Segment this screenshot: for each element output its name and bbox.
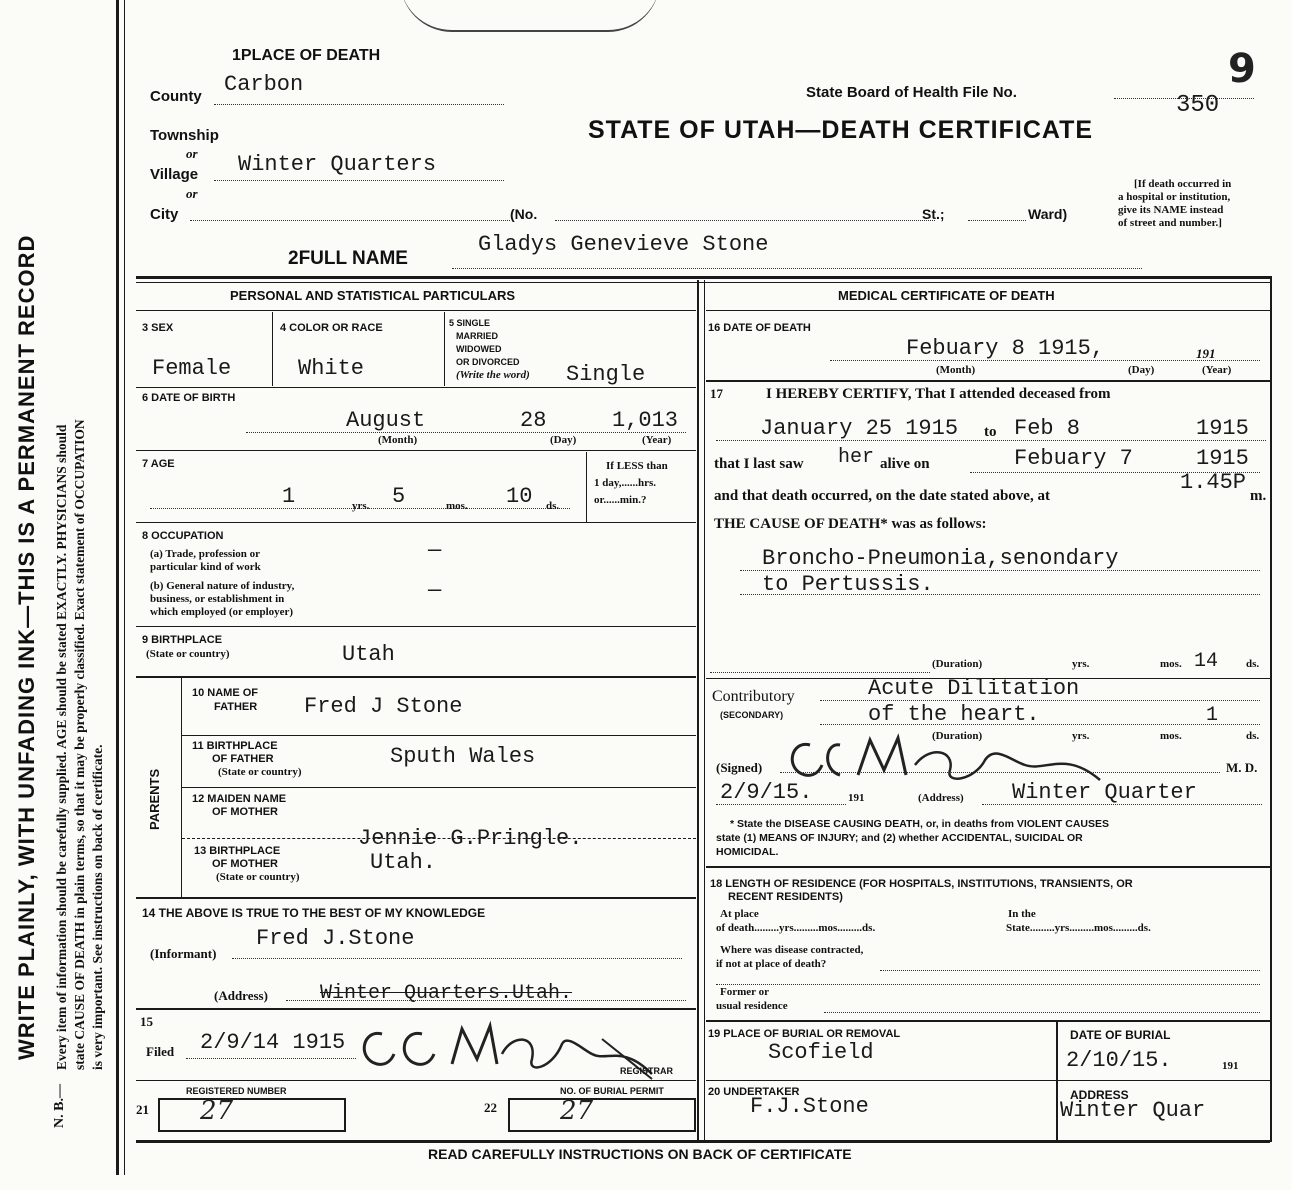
margin-rule <box>116 0 119 1175</box>
hospital-note-3: give its NAME instead <box>1118 204 1224 216</box>
signed-year-print: 191 <box>848 792 865 804</box>
dob-month: August <box>346 408 426 433</box>
father-label-2: FATHER <box>214 701 258 713</box>
mother-bp-2: OF MOTHER <box>212 858 278 870</box>
sex-divider <box>272 312 273 386</box>
residence-label-1: 18 LENGTH OF RESIDENCE (FOR HOSPITALS, INSTITUTIONS, TRANSIENTS, OR <box>710 878 1133 890</box>
duration-label: (Duration) <box>932 658 983 670</box>
st-label: St.; <box>922 206 945 222</box>
informant-header: 14 THE ABOVE IS TRUE TO THE BEST OF MY KNOWLEDGE <box>142 906 486 920</box>
age-months: 5 <box>392 484 406 509</box>
contracted-1: Where was disease contracted, <box>720 944 864 956</box>
burial-permit-box <box>508 1098 696 1132</box>
ward-label: Ward) <box>1028 206 1068 222</box>
med-rule-5 <box>706 1080 1270 1081</box>
father-value: Fred J Stone <box>304 694 463 719</box>
age-divider <box>586 452 587 522</box>
dob-day: 28 <box>520 408 547 433</box>
duration-line <box>710 672 930 673</box>
hospital-note-4: of street and number.] <box>1118 217 1222 229</box>
cert-number: 17 <box>710 386 723 401</box>
parents-rule-1 <box>182 735 696 736</box>
hospital-note-2: a hospital or institution, <box>1118 191 1231 203</box>
father-bp-3: (State or country) <box>218 766 302 778</box>
footnote-3: HOMICIDAL. <box>716 846 779 858</box>
med-rule-3 <box>706 866 1270 868</box>
age-ds-caption: ds. <box>546 500 560 512</box>
signed-address-label: (Address) <box>918 792 964 804</box>
dob-year: 1,013 <box>612 408 679 433</box>
occ-a-value: — <box>428 538 442 563</box>
attended-to-word: to <box>984 424 997 440</box>
father-bp-value: Sputh Wales <box>390 744 536 769</box>
marital-value: Single <box>566 362 646 387</box>
signed-label: (Signed) <box>716 760 763 775</box>
contracted-line <box>880 970 1260 971</box>
cert-text: I HEREBY CERTIFY, That I attended deceased from <box>766 386 1111 402</box>
undertaker-value: F.J.Stone <box>750 1094 869 1119</box>
margin-instructions-2: state CAUSE OF DEATH in plain terms, so that it may be properly classified. Exact statement of OCCUPATION <box>72 419 87 1070</box>
place-of-death-label: 1PLACE OF DEATH <box>232 47 381 64</box>
village-value: Winter Quarters <box>238 152 437 177</box>
county-label: County <box>150 88 202 105</box>
signed-date: 2/9/15. <box>720 780 813 805</box>
former-line <box>824 1012 1260 1013</box>
med-rule-1 <box>706 380 1270 382</box>
last-saw-text: that I last saw <box>714 456 804 472</box>
marital-label-5: (Write the word) <box>456 369 530 381</box>
dob-year-caption: (Year) <box>642 434 672 446</box>
contrib-yrs: yrs. <box>1072 730 1090 742</box>
mother-value: Jennie G.Pringle. <box>358 826 583 851</box>
row-rule-3 <box>136 522 696 523</box>
right-edge <box>1270 276 1272 1142</box>
duration-ds: ds. <box>1246 658 1260 670</box>
county-value: Carbon <box>224 72 304 97</box>
reg-number-value: 27 <box>200 1096 234 1126</box>
footnote-2: state (1) MEANS OF INJURY; and (2) whether ACCIDENTAL, SUICIDAL OR <box>716 832 1083 844</box>
residence-label-2: RECENT RESIDENTS) <box>728 891 843 903</box>
burial-permit-value: 27 <box>560 1096 594 1126</box>
medical-section-title: MEDICAL CERTIFICATE OF DEATH <box>838 288 1055 303</box>
father-bp-1: 11 BIRTHPLACE <box>192 740 278 752</box>
city-line <box>190 220 510 221</box>
color-value: White <box>298 356 365 381</box>
certificate-title: STATE OF UTAH—DEATH CERTIFICATE <box>588 116 1094 144</box>
age-days: 10 <box>506 484 533 509</box>
filed-label: Filed <box>146 1044 175 1059</box>
undertaker-address-value: Winter Quar <box>1060 1098 1206 1123</box>
medical-title-rule <box>706 310 1270 311</box>
attended-to: Feb 8 <box>1014 416 1081 441</box>
mother-label-2: OF MOTHER <box>212 806 278 818</box>
cause-value-1: Broncho-Pneumonia,senondary <box>762 546 1119 571</box>
filed-line <box>186 1058 356 1059</box>
birthplace-sub: (State or country) <box>146 648 230 660</box>
age-yrs-caption: yrs. <box>352 500 370 512</box>
attended-from: January 25 1915 <box>760 416 959 441</box>
footnote-1: * State the DISEASE CAUSING DEATH, or, in deaths from VIOLENT CAUSES <box>730 818 1110 830</box>
city-label: City <box>150 206 179 223</box>
reg-number-box <box>158 1098 346 1132</box>
dod-year-caption: (Year) <box>1202 364 1232 376</box>
contrib-duration-label: (Duration) <box>932 730 983 742</box>
center-divider-2 <box>704 280 705 1142</box>
former-2: usual residence <box>716 1000 788 1012</box>
county-line <box>214 104 504 105</box>
alive-on: alive on <box>880 456 930 472</box>
footer-instructions: READ CAREFULLY INSTRUCTIONS ON BACK OF CERTIFICATE <box>428 1146 852 1162</box>
reg-num-prefix: 21 <box>136 1102 149 1117</box>
full-name-value: Gladys Genevieve Stone <box>478 232 769 257</box>
contrib-ds: ds. <box>1246 730 1260 742</box>
header-rule-2 <box>136 282 1270 283</box>
death-occurred-text: and that death occurred, on the date stated above, at <box>714 488 1050 504</box>
former-1: Former or <box>720 986 769 998</box>
mother-bp-value: Utah. <box>370 850 437 875</box>
parents-rule-3 <box>182 838 696 839</box>
hospital-note-1: [If death occurred in <box>1134 178 1232 190</box>
row-rule-1 <box>136 387 696 388</box>
undertaker-label: 20 UNDERTAKER <box>708 1086 800 1098</box>
parents-divider <box>181 678 182 898</box>
marital-label-1: 5 SINGLE <box>449 318 491 328</box>
center-divider <box>697 280 699 1142</box>
occ-b-1: (b) General nature of industry, <box>150 580 295 592</box>
file-no-value: 350 <box>1176 92 1220 119</box>
top-edge-mark <box>400 0 660 32</box>
contributory-value-1: Acute Dilitation <box>868 676 1080 701</box>
last-saw-date: Febuary 7 <box>1014 446 1133 471</box>
age-mos-caption: mos. <box>446 500 468 512</box>
burial-divider <box>1056 1022 1058 1142</box>
registrar-label: REGISTRAR <box>620 1066 674 1076</box>
last-saw-year: 1915 <box>1196 446 1249 471</box>
filed-number: 15 <box>140 1014 153 1029</box>
birthplace-value: Utah <box>342 642 395 667</box>
contrib-mos: mos. <box>1160 730 1182 742</box>
file-no-label: State Board of Health File No. <box>806 84 1017 101</box>
dod-label: 16 DATE OF DEATH <box>708 322 811 334</box>
full-name-label: 2FULL NAME <box>288 248 408 269</box>
birthplace-label: 9 BIRTHPLACE <box>142 634 223 646</box>
mother-bp-1: 13 BIRTHPLACE <box>194 845 281 857</box>
res-place-2: of death.........yrs.........mos.........ds. <box>716 922 876 934</box>
father-label-1: 10 NAME OF <box>192 687 259 699</box>
contributory-label: Contributory <box>712 688 795 705</box>
dod-month-caption: (Month) <box>936 364 976 376</box>
father-bp-2: OF FATHER <box>212 753 274 765</box>
or-2: or <box>186 186 198 201</box>
informant-address-value: Winter Quarters.Utah. <box>320 982 573 1005</box>
md-label: M. D. <box>1226 760 1258 775</box>
marital-label-2: MARRIED <box>456 331 498 341</box>
occ-b-3: which employed (or employer) <box>150 606 294 618</box>
street-line <box>555 220 935 221</box>
dob-day-caption: (Day) <box>550 434 577 446</box>
permit-prefix: 22 <box>484 1100 497 1115</box>
burial-permit-label: NO. OF BURIAL PERMIT <box>560 1086 664 1096</box>
row-rule-5 <box>136 676 696 678</box>
res-state-2: State.........yrs.........mos.........ds. <box>1006 922 1151 934</box>
margin-instructions-1: Every item of information should be carefully supplied. AGE should be stated EXACTLY. PHYSICIANS should <box>54 424 69 1070</box>
occ-b-2: business, or establishment in <box>150 593 285 605</box>
age-years: 1 <box>282 484 296 509</box>
reg-number-label: REGISTERED NUMBER <box>186 1086 287 1096</box>
header-rule <box>136 276 1270 279</box>
dob-label: 6 DATE OF BIRTH <box>142 392 236 404</box>
row-rule-6 <box>136 897 696 899</box>
age-label: 7 AGE <box>142 458 175 470</box>
last-saw-pronoun: her <box>838 446 875 469</box>
sex-label: 3 SEX <box>142 322 174 334</box>
if-less-3: or......min.? <box>594 494 647 506</box>
row-rule-7 <box>136 1008 696 1010</box>
parents-rule-2 <box>182 787 696 788</box>
cause-value-2: to Pertussis. <box>762 572 934 597</box>
occupation-label: 8 OCCUPATION <box>142 530 224 542</box>
res-place-1: At place <box>720 908 759 920</box>
duration-days: 14 <box>1194 650 1219 673</box>
signed-address-value: Winter Quarter <box>1012 780 1197 805</box>
informant-address-label: (Address) <box>214 988 268 1003</box>
full-name-line <box>452 268 1142 269</box>
margin-rule-inner <box>124 0 125 1175</box>
if-less-2: 1 day,......hrs. <box>594 477 657 489</box>
if-less-1: If LESS than <box>606 460 668 472</box>
occ-a-2: particular kind of work <box>150 561 261 573</box>
duration-mos: mos. <box>1160 658 1182 670</box>
contracted-line-2 <box>716 984 1260 985</box>
mother-bp-3: (State or country) <box>216 871 300 883</box>
contracted-2: if not at place of death? <box>716 958 827 970</box>
dob-month-caption: (Month) <box>378 434 418 446</box>
or-1: or <box>186 146 198 161</box>
undertaker-address-label: ADDRESS <box>1070 1088 1129 1102</box>
color-label: 4 COLOR OR RACE <box>280 322 383 334</box>
secondary-label: (SECONDARY) <box>720 710 784 720</box>
burial-date-label: DATE OF BURIAL <box>1070 1028 1171 1042</box>
med-rule-4 <box>706 1020 1270 1022</box>
dod-value: Febuary 8 1915, <box>906 336 1105 361</box>
marital-label-4: OR DIVORCED <box>456 357 520 367</box>
bottom-rule <box>136 1140 1270 1143</box>
death-time: 1.45P <box>1180 470 1247 495</box>
duration-yrs: yrs. <box>1072 658 1090 670</box>
ward-line <box>968 220 1026 221</box>
personal-title-rule <box>136 310 696 311</box>
township-label: Township <box>150 127 219 144</box>
sex-value: Female <box>152 356 232 381</box>
row-rule-4 <box>136 626 696 627</box>
informant-line <box>232 958 682 959</box>
margin-instructions-3: is very important. See instructions on back of certificate. <box>90 744 105 1070</box>
dod-day-caption: (Day) <box>1128 364 1155 376</box>
burial-date-value: 2/10/15. <box>1066 1048 1172 1073</box>
margin-nb: N. B.— <box>52 1084 67 1128</box>
occ-a-1: (a) Trade, profession or <box>150 548 260 560</box>
file-no-stamp: 9 <box>1228 46 1256 92</box>
informant-label: (Informant) <box>150 946 217 961</box>
row-rule-8 <box>136 1080 696 1081</box>
village-label: Village <box>150 166 199 183</box>
mother-label-1: 12 MAIDEN NAME <box>192 793 287 805</box>
parents-label: PARENTS <box>147 768 162 830</box>
margin-permanent-record: WRITE PLAINLY, WITH UNFADING INK—THIS IS A PERMANENT RECORD <box>14 234 39 1060</box>
filed-value: 2/9/14 1915 <box>200 1030 346 1055</box>
row-rule-2 <box>136 450 696 451</box>
village-line <box>214 180 504 181</box>
personal-section-title: PERSONAL AND STATISTICAL PARTICULARS <box>230 288 516 303</box>
street-no-label: (No. <box>510 206 538 222</box>
contributory-value-2: of the heart. <box>868 702 1040 727</box>
burial-value: Scofield <box>768 1040 874 1065</box>
burial-label: 19 PLACE OF BURIAL OR REMOVAL <box>708 1028 901 1040</box>
cause-header: THE CAUSE OF DEATH* was as follows: <box>714 516 987 532</box>
dod-year-print: 191 <box>1196 346 1216 361</box>
burial-date-print: 191 <box>1222 1060 1239 1072</box>
informant-value: Fred J.Stone <box>256 926 415 951</box>
marital-label-3: WIDOWED <box>456 344 502 354</box>
color-divider <box>444 312 445 386</box>
contributory-duration: 1 <box>1206 704 1219 727</box>
attended-to-year: 1915 <box>1196 416 1249 441</box>
m-label: m. <box>1250 488 1267 504</box>
res-state-1: In the <box>1008 908 1036 920</box>
occ-b-value: — <box>428 578 442 603</box>
